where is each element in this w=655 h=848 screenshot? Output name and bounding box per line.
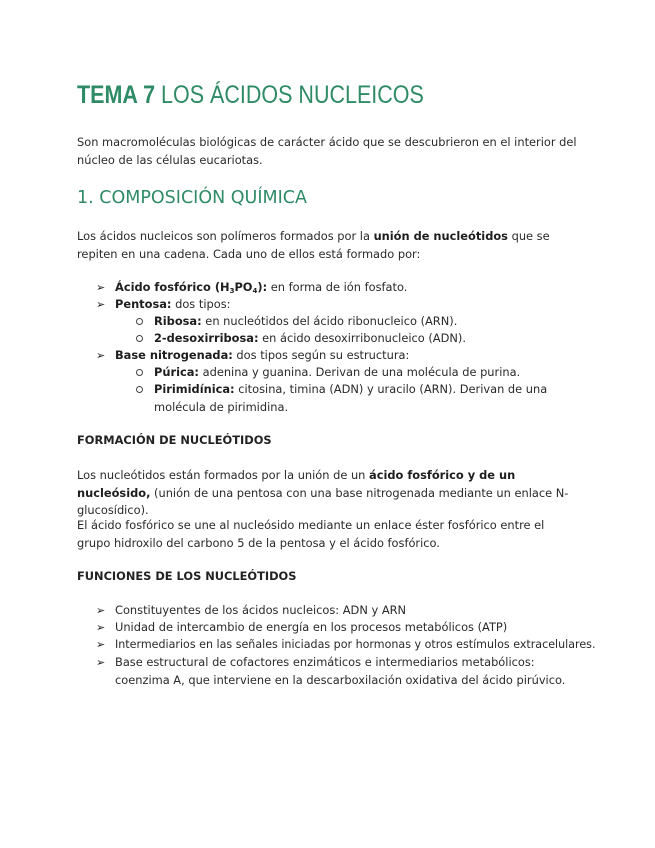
list-item-function-4: Base estructural de cofactores enzimáticos e intermediarios metabólicos: coenzima A, que interviene en la descarboxilación oxidativa del ácido pirúvico. (115, 655, 566, 687)
deoxyribose-label: 2-desoxirribosa: (154, 331, 259, 345)
list-item-phosphoric-acid (115, 279, 585, 297)
list-item-function-2: Unidad de intercambio de energía en los procesos metabólicos (ATP) (115, 620, 508, 634)
intro-paragraph: Son macromoléculas biológicas de carácter ácido que se descubrieron en el interior del núcleo de las células eucariotas. (77, 135, 577, 167)
pyrimidine-text: citosina, timina (ADN) y uracilo (ARN). Derivan de una molécula de pirimidina. (154, 382, 548, 414)
list-item-ribose (154, 313, 584, 331)
phosphoric-acid-text: en forma de ión fosfato. (267, 280, 408, 294)
arrow-bullet-icon: ➢ (96, 656, 106, 669)
formation-paragraph-2: El ácido fosfórico se une al nucleósido mediante un enlace éster fosfórico entre el grupo hidroxilo del carbono 5 de la pentosa y el ácido fosfórico. (77, 518, 545, 550)
section-heading-functions: FUNCIONES DE LOS NUCLEÓTIDOS (77, 569, 297, 583)
nitrogen-base-label: Base nitrogenada: (115, 348, 233, 362)
arrow-bullet-icon: ➢ (96, 638, 106, 651)
page-title (77, 80, 424, 110)
formation-paragraph-1 (77, 467, 582, 520)
arrow-bullet-icon: ➢ (96, 621, 106, 634)
section-heading-composition: 1. COMPOSICIÓN QUÍMICA (77, 188, 307, 208)
formation-bold: ácido fosfórico y de un nucleósido, (77, 468, 516, 500)
ribose-text: en nucleótidos del ácido ribonucleico (ARN). (201, 314, 458, 328)
deoxyribose-text: en ácido desoxirribonucleico (ADN). (258, 331, 466, 345)
phosphoric-acid-label: Ácido fosfórico $(H_3PO_4)$: (115, 280, 268, 295)
composition-text-a: Los ácidos nucleicos son polímeros formados por la (77, 229, 374, 243)
purine-text: adenina y guanina. Derivan de una molécula de purina. (198, 365, 521, 379)
formation-text-b: (unión de una pentosa con una base nitrogenada mediante un enlace N-glucosídico). (77, 485, 569, 517)
list-item-pentose (115, 296, 585, 314)
nitrogen-base-text: dos tipos según su estructura: (232, 348, 410, 362)
pentose-text: dos tipos: (171, 297, 231, 311)
list-item-deoxyribose (154, 330, 584, 348)
list-item-function-1: Constituyentes de los ácidos nucleicos: ADN y ARN (115, 603, 407, 617)
list-item-nitrogen-base (115, 347, 585, 365)
circle-bullet-icon (136, 386, 143, 393)
arrow-bullet-icon: ➢ (96, 604, 106, 617)
title-number: TEMA 7 (77, 81, 156, 109)
composition-bold: unión de nucleótidos (373, 229, 508, 243)
list-item-purine (154, 364, 584, 382)
list-item-pyrimidine (154, 381, 579, 416)
circle-bullet-icon (136, 335, 143, 342)
pentose-label: Pentosa: (115, 297, 172, 311)
ribose-label: Ribosa: (154, 314, 202, 328)
pyrimidine-label: Pirimidínica: (154, 382, 235, 396)
circle-bullet-icon (136, 318, 143, 325)
arrow-bullet-icon: ➢ (96, 349, 106, 362)
section-heading-formation: FORMACIÓN DE NUCLEÓTIDOS (77, 433, 272, 447)
composition-paragraph (77, 228, 582, 263)
purine-label: Púrica: (154, 365, 199, 379)
composition-text-b: que se repiten en una cadena. Cada uno de ellos está formado por: (77, 229, 550, 261)
arrow-bullet-icon: ➢ (96, 281, 106, 294)
formation-text-a: Los nucleótidos están formados por la unión de un (77, 468, 370, 482)
arrow-bullet-icon: ➢ (96, 298, 106, 311)
list-item-function-3: Intermediarios en las señales iniciadas por hormonas y otros estímulos extracelulares. (115, 638, 596, 651)
title-text: LOS ÁCIDOS NUCLEICOS (161, 81, 424, 109)
circle-bullet-icon (136, 369, 143, 376)
